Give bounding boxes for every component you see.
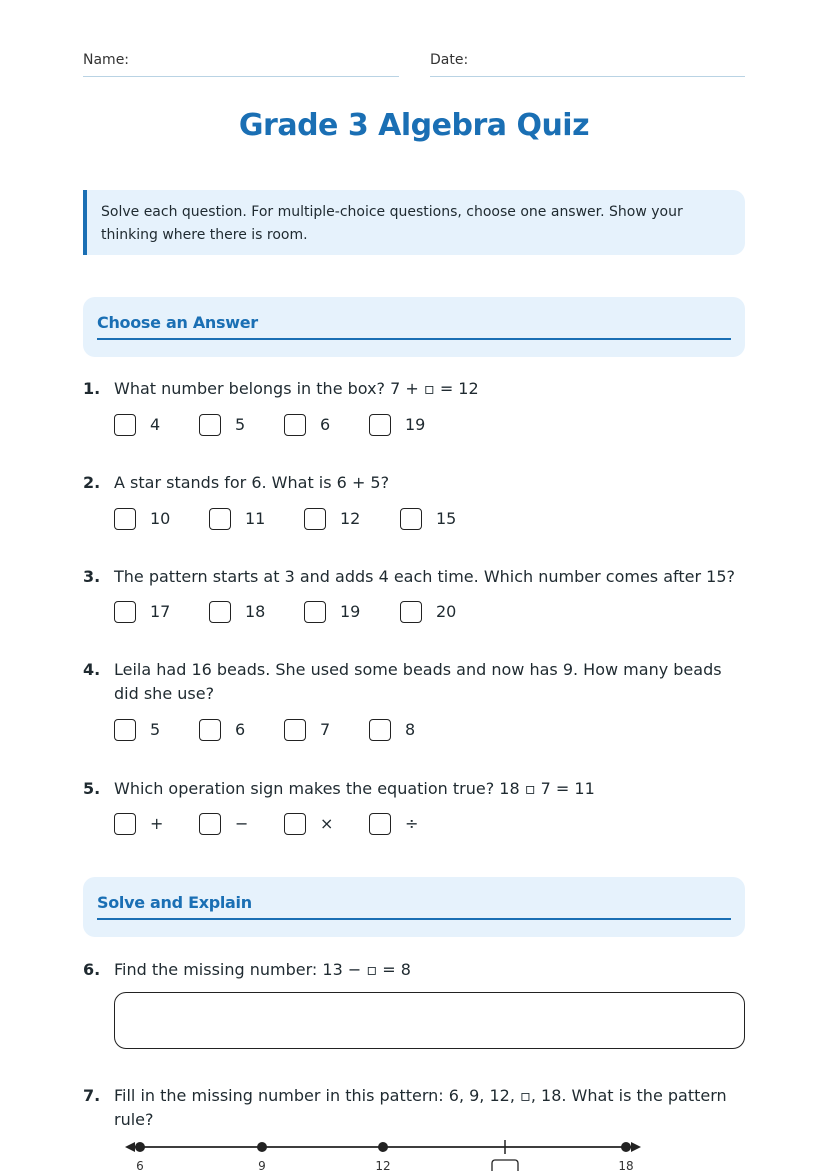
choice-label: × [320,814,334,833]
date-label: Date: [430,52,469,68]
question-text: Fill in the missing number in this pattern: 6, 9, 12, ▫, 18. What is the pattern rule? [114,1086,727,1129]
choice-label: 4 [150,415,161,434]
checkbox[interactable] [369,813,391,835]
checkbox[interactable] [209,508,231,530]
choice-label: 11 [245,509,266,528]
tick-label-9: 9 [258,1159,266,1171]
right-arrow-icon [631,1142,641,1152]
point-12 [378,1142,388,1152]
question-text: A star stands for 6. What is 6 + 5? [114,473,390,492]
tick-label-12: 12 [375,1159,391,1171]
question-3 [83,565,745,589]
name-field[interactable] [83,52,399,77]
question-number: 6. [83,960,101,979]
name-label: Name: [83,52,130,68]
checkbox[interactable] [400,601,422,623]
question-number: 1. [83,379,101,398]
question-5 [83,777,745,801]
question-6 [83,958,745,982]
question-text: The pattern starts at 3 and adds 4 each time. Which number comes after 15? [114,567,736,586]
question-4 [83,658,745,706]
checkbox[interactable] [284,719,306,741]
checkbox[interactable] [114,414,136,436]
checkbox[interactable] [114,813,136,835]
checkbox[interactable] [114,508,136,530]
question-7 [83,1084,745,1132]
instructions-box: Solve each question. For multiple-choice questions, choose one answer. Show your thinking where there is room. [83,190,745,255]
question-1 [83,377,745,401]
choice-label: 6 [320,415,331,434]
checkbox[interactable] [304,508,326,530]
checkbox[interactable] [304,601,326,623]
checkbox[interactable] [284,414,306,436]
choice-label: 15 [436,509,457,528]
checkbox[interactable] [209,601,231,623]
tick-label-18: 18 [618,1159,634,1171]
question-text: Which operation sign makes the equation true? 18 ▫ 7 = 11 [114,779,595,798]
checkbox[interactable] [199,414,221,436]
tick-label-6: 6 [136,1159,144,1171]
checkbox[interactable] [199,813,221,835]
choice-label: 5 [150,720,161,739]
checkbox[interactable] [114,719,136,741]
point-9 [257,1142,267,1152]
choice-label: 8 [405,720,416,739]
checkbox[interactable] [284,813,306,835]
checkbox[interactable] [369,414,391,436]
choice-label: 12 [340,509,361,528]
checkbox[interactable] [114,601,136,623]
section-title: Solve and Explain [97,893,731,920]
date-field[interactable] [430,52,745,77]
section-choose-answer [83,297,745,357]
choice-label: + [150,814,164,833]
answer-box-q6[interactable] [114,992,745,1049]
choice-label: − [235,814,249,833]
question-number: 7. [83,1086,101,1105]
choice-label: 19 [405,415,426,434]
choice-label: 7 [320,720,331,739]
section-solve-explain [83,877,745,937]
section-title: Choose an Answer [97,313,731,340]
question-text: Leila had 16 beads. She used some beads and now has 9. How many beads did she use? [114,660,722,703]
choice-label: 19 [340,602,361,621]
choice-label: 18 [245,602,266,621]
question-text: Find the missing number: 13 − ▫ = 8 [114,960,411,979]
choice-label: 10 [150,509,171,528]
number-line [125,1130,645,1171]
checkbox[interactable] [400,508,422,530]
choice-label: 20 [436,602,457,621]
point-18 [621,1142,631,1152]
choice-label: ÷ [405,814,419,833]
checkbox[interactable] [369,719,391,741]
left-arrow-icon [125,1142,135,1152]
question-text: What number belongs in the box? 7 + ▫ = 12 [114,379,479,398]
choice-label: 6 [235,720,246,739]
choice-label: 5 [235,415,246,434]
point-6 [135,1142,145,1152]
question-number: 3. [83,567,101,586]
missing-number-box[interactable] [492,1160,518,1171]
question-2 [83,471,745,495]
header [83,52,745,78]
question-number: 2. [83,473,101,492]
choice-label: 17 [150,602,171,621]
checkbox[interactable] [199,719,221,741]
question-number: 5. [83,779,101,798]
quiz-title: Grade 3 Algebra Quiz [238,108,590,143]
question-number: 4. [83,660,101,679]
